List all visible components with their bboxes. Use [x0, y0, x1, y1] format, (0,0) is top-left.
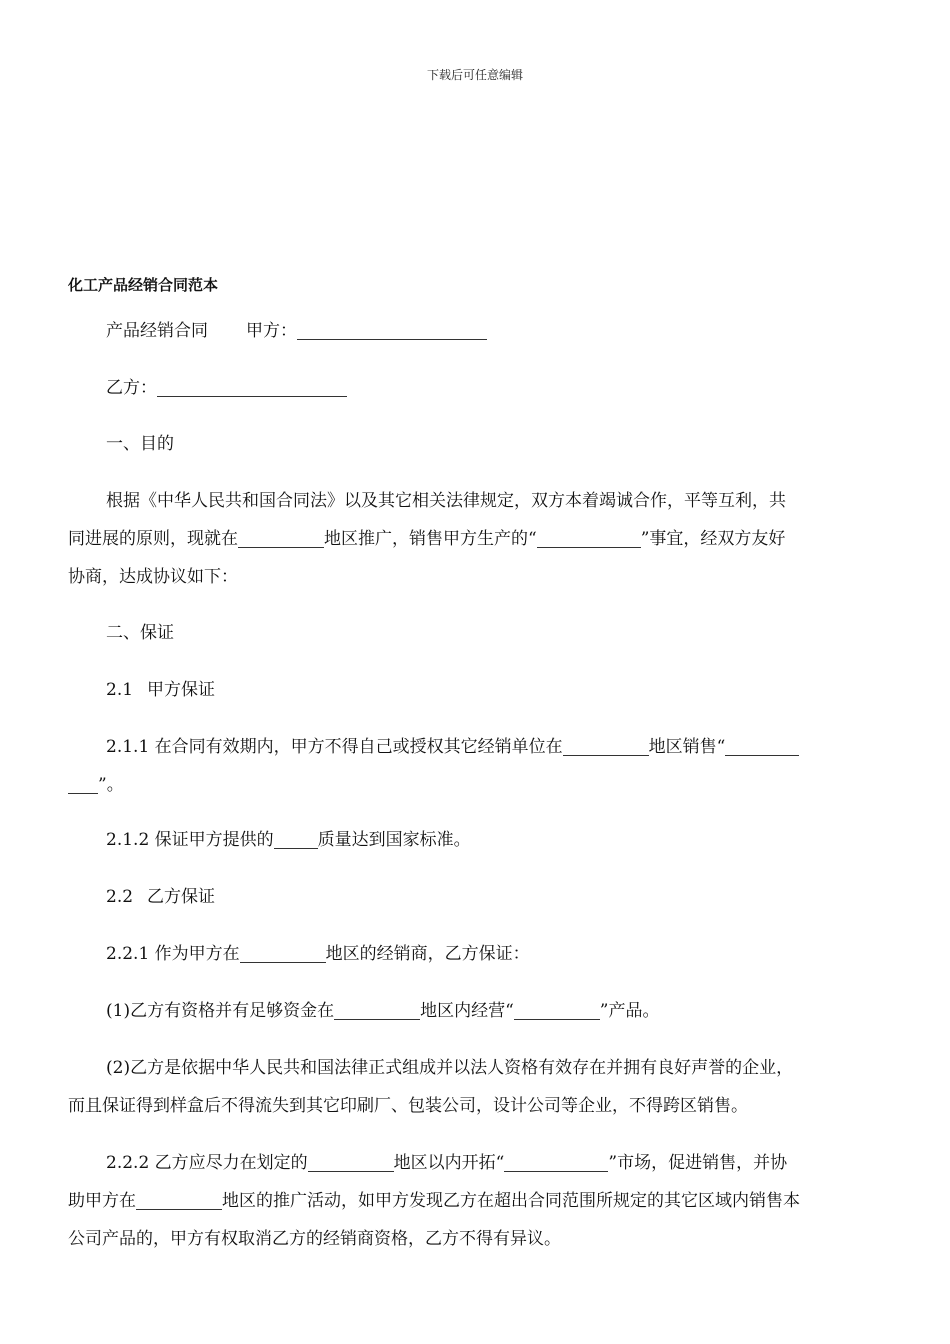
clause-2-1-2 [68, 822, 926, 858]
document-title: 化工产品经销合同范本 [68, 276, 219, 294]
product-blank[interactable] [514, 997, 600, 1020]
clause-text: 2.2.1 作为甲方在 [106, 944, 240, 964]
header-note: 下载后可任意编辑 [426, 68, 523, 82]
s1-paragraph-line-1: 根据《中华人民共和国合同法》以及其它相关法律规定，双方本着竭诚合作，平等互利，共 [106, 491, 786, 511]
clause-text: 2.1.2 保证甲方提供的 [106, 830, 274, 850]
clause-2-2-2-line-3: 公司产品的，甲方有权取消乙方的经销商资格，乙方不得有异议。 [68, 1229, 561, 1249]
region-blank[interactable] [240, 940, 326, 963]
party-a-blank[interactable] [297, 317, 487, 340]
clause-text: 2.1.1 在合同有效期内，甲方不得自己或授权其它经销单位在 [106, 737, 563, 757]
s1-text: 地区推广，销售甲方生产的“ [324, 529, 537, 549]
region-blank[interactable] [238, 525, 324, 548]
clause-2-1-1-line-1 [68, 729, 926, 765]
product-blank[interactable] [504, 1149, 608, 1172]
clause-text: ”市场，促进销售，并协 [608, 1153, 788, 1173]
clause-2-2-2-line-1 [68, 1145, 926, 1181]
s1-text: 同进展的原则，现就在 [68, 529, 238, 549]
item-text: 地区内经营“ [420, 1001, 514, 1021]
item-text: ”产品。 [599, 1001, 660, 1021]
region-blank[interactable] [136, 1187, 222, 1210]
s1-paragraph-line-2 [68, 521, 888, 557]
quality-blank[interactable] [274, 826, 318, 849]
clause-text: 质量达到国家标准。 [317, 830, 471, 850]
section-1-heading: 一、目的 [106, 434, 174, 454]
clause-2-1-1-line-2 [68, 767, 888, 803]
s1-paragraph-line-3: 协商，达成协议如下： [68, 567, 238, 587]
section-2-1-heading [68, 672, 926, 708]
clause-text: 地区的经销商，乙方保证： [325, 944, 530, 964]
clause-2-2-1 [68, 936, 926, 972]
clause-text: ”。 [98, 775, 124, 795]
clause-number: 2.1 [106, 680, 134, 700]
region-blank[interactable] [308, 1149, 394, 1172]
intro-line [68, 313, 926, 349]
item-1 [68, 993, 926, 1029]
item-2-line-1: (2)乙方是依据中华人民共和国法律正式组成并以法人资格有效存在并拥有良好声誉的企业， [106, 1058, 794, 1078]
product-blank[interactable] [725, 733, 799, 756]
clause-text: 助甲方在 [68, 1191, 136, 1211]
party-b-label: 乙方： [106, 378, 157, 398]
clause-text: 地区销售“ [648, 737, 726, 757]
region-blank[interactable] [334, 997, 420, 1020]
item-text: (1)乙方有资格并有足够资金在 [106, 1001, 335, 1021]
party-b-blank[interactable] [157, 374, 347, 397]
party-a-label: 甲方： [246, 321, 297, 341]
clause-text: 地区以内开拓“ [393, 1153, 505, 1173]
s1-text: ”事宜，经双方友好 [640, 529, 786, 549]
clause-text: 地区的推广活动，如甲方发现乙方在超出合同范围所规定的其它区域内销售本 [222, 1191, 800, 1211]
clause-label: 甲方保证 [147, 680, 216, 700]
section-2-heading: 二、保证 [106, 623, 174, 643]
product-blank-cont[interactable] [68, 771, 98, 794]
item-2-line-2: 而且保证得到样盒后不得流失到其它印刷厂、包装公司，设计公司等企业，不得跨区销售。 [68, 1096, 748, 1116]
clause-2-2-2-line-2 [68, 1183, 888, 1219]
party-b-line [68, 370, 926, 406]
clause-text: 2.2.2 乙方应尽力在划定的 [106, 1153, 308, 1173]
region-blank[interactable] [563, 733, 649, 756]
clause-number: 2.2 [106, 887, 134, 907]
product-blank[interactable] [537, 525, 641, 548]
clause-label: 乙方保证 [147, 887, 216, 907]
intro-label: 产品经销合同 [106, 321, 208, 341]
section-2-2-heading [68, 879, 926, 915]
